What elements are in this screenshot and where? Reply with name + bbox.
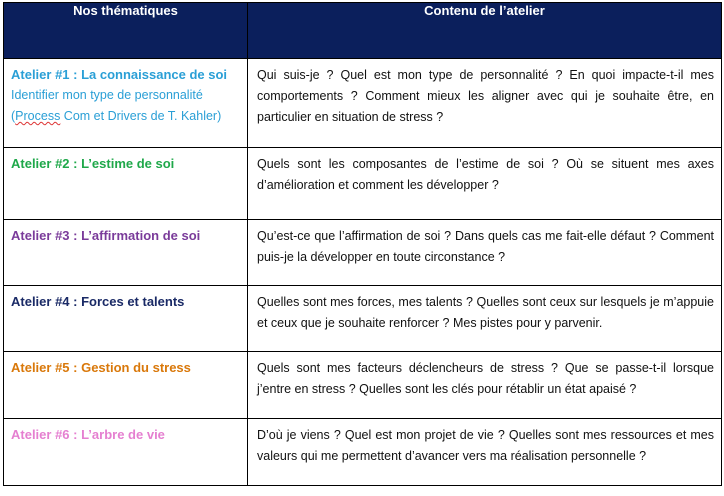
table-row <box>4 220 722 286</box>
header-themes: Nos thématiques <box>4 3 248 59</box>
theme-cell <box>4 220 248 286</box>
workshop-subtitle <box>11 85 240 127</box>
workshop-title: Atelier #3 : L’affirmation de soi <box>11 228 201 243</box>
workshop-title: Atelier #5 : Gestion du stress <box>11 360 191 375</box>
theme-cell <box>4 59 248 148</box>
content-cell: Qui suis-je ? Quel est mon type de personnalité ? En quoi impacte-t-il mes comportements ? Comment mieux les aligner avec qui je souhaite être, en particulier en situation de stress ? <box>248 59 722 148</box>
table-row <box>4 286 722 352</box>
content-cell: D’où je viens ? Quel est mon projet de vie ? Quelles sont mes ressources et mes valeurs qui me permettent d’avancer vers ma réalisation personnelle ? <box>248 419 722 486</box>
spellcheck-word: Process <box>15 109 61 123</box>
theme-cell <box>4 419 248 486</box>
subtitle-prefix: Identifier mon type de personnalité ( <box>11 88 203 123</box>
theme-cell <box>4 352 248 419</box>
workshop-title: Atelier #2 : L’estime de soi <box>11 156 175 171</box>
table-row <box>4 59 722 148</box>
theme-cell <box>4 286 248 352</box>
table-row <box>4 148 722 220</box>
content-cell: Quelles sont mes forces, mes talents ? Quelles sont ceux sur lesquels je m’appuie et ceux que je souhaite renforcer ? Mes pistes pour y parvenir. <box>248 286 722 352</box>
content-cell: Qu’est-ce que l’affirmation de soi ? Dans quels cas me fait-elle défaut ? Comment puis-je la développer en toute circonstance ? <box>248 220 722 286</box>
subtitle-suffix: Com et Drivers de T. Kahler) <box>60 109 222 123</box>
workshops-table <box>3 2 722 486</box>
workshop-title: Atelier #4 : Forces et talents <box>11 294 185 309</box>
theme-cell <box>4 148 248 220</box>
table-row <box>4 419 722 486</box>
table-row <box>4 352 722 419</box>
content-cell: Quels sont mes facteurs déclencheurs de stress ? Que se passe-t-il lorsque j’entre en stress ? Quelles sont les clés pour rétablir un état apaisé ? <box>248 352 722 419</box>
content-cell: Quels sont les composantes de l’estime de soi ? Où se situent mes axes d’amélioration et comment les développer ? <box>248 148 722 220</box>
workshop-title: Atelier #1 : La connaissance de soi <box>11 67 228 82</box>
table-header-row <box>4 3 722 59</box>
workshop-title: Atelier #6 : L’arbre de vie <box>11 427 165 442</box>
header-content: Contenu de l’atelier <box>248 3 722 59</box>
